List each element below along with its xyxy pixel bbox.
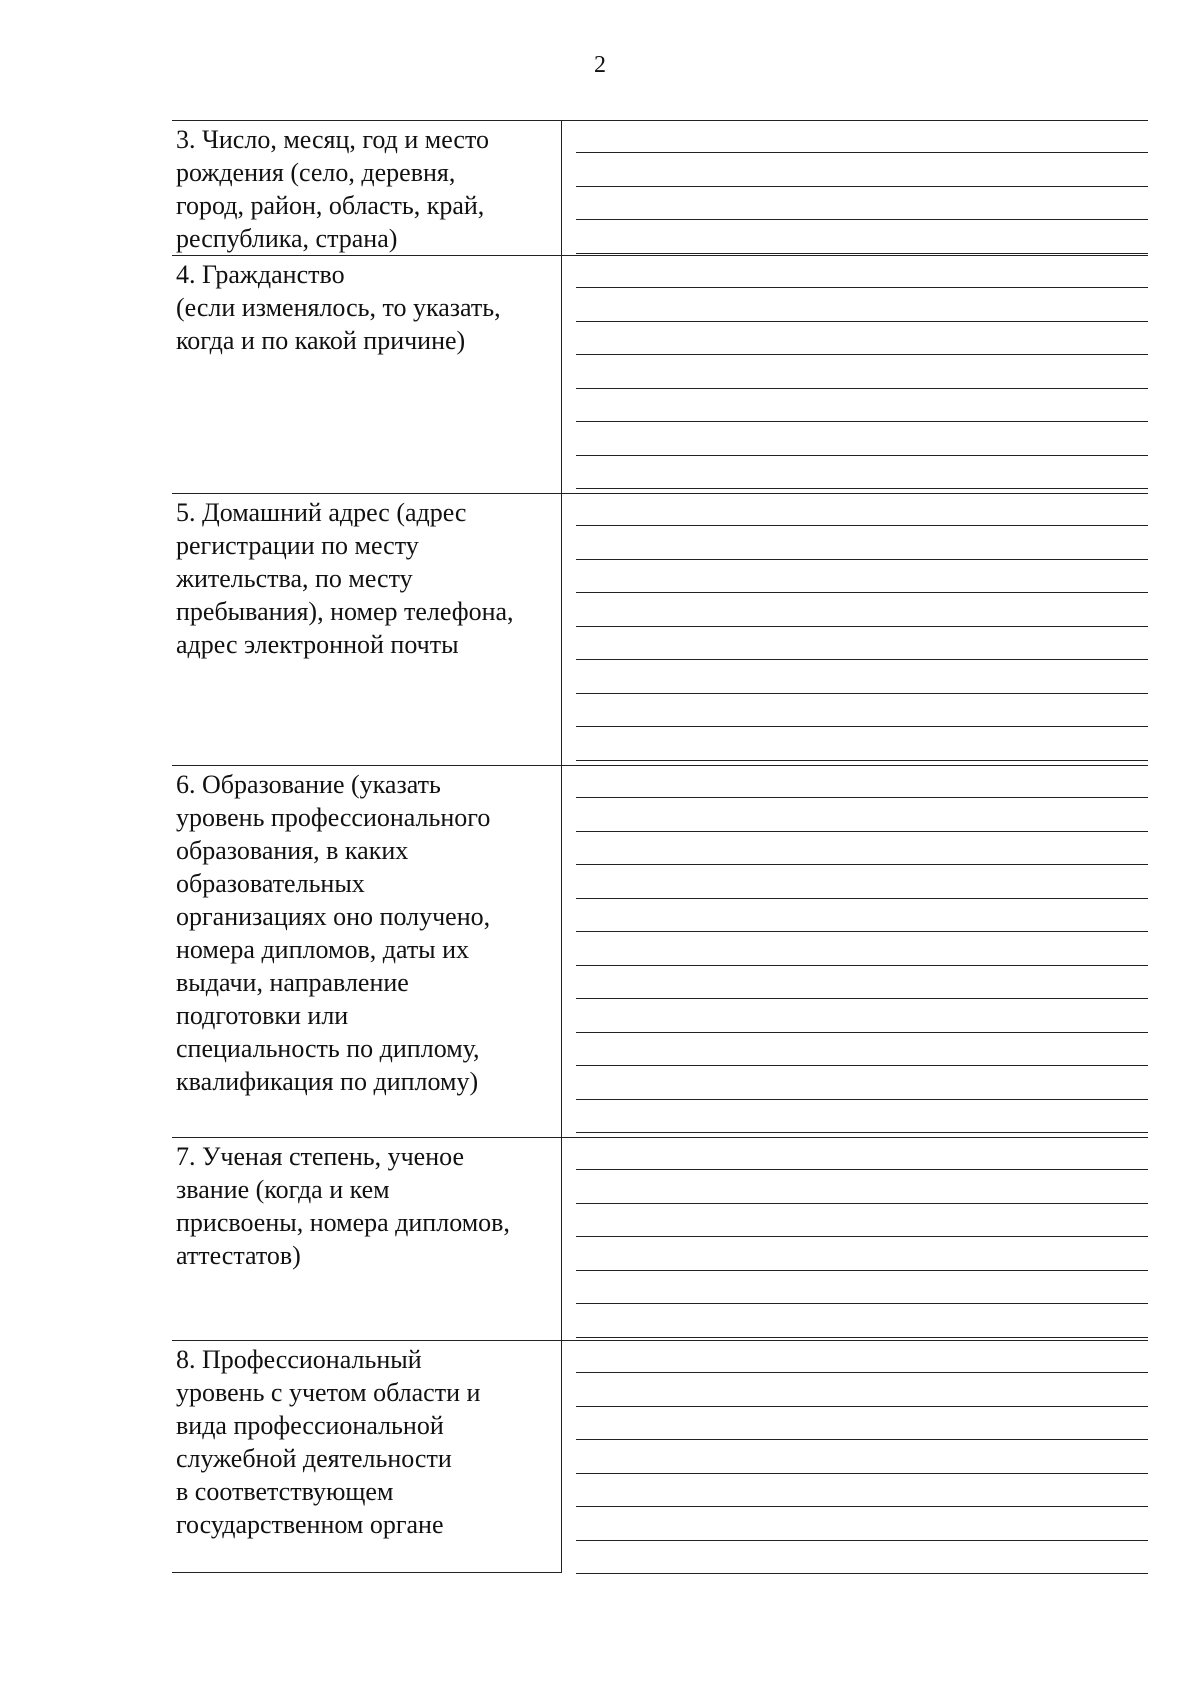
answer-field[interactable] [562,1340,1148,1573]
answer-line[interactable] [576,253,1148,254]
answer-line[interactable] [576,831,1148,832]
answer-line[interactable] [576,931,1148,932]
answer-line[interactable] [576,898,1148,899]
answer-line[interactable] [576,659,1148,660]
answer-field[interactable] [562,255,1148,493]
answer-line[interactable] [576,488,1148,489]
row-divider [562,1340,1148,1341]
answer-line[interactable] [576,1573,1148,1574]
answer-field[interactable] [562,493,1148,765]
form-row [172,765,1148,1137]
answer-line[interactable] [576,1032,1148,1033]
answer-line[interactable] [576,1303,1148,1304]
answer-line[interactable] [576,626,1148,627]
answer-line[interactable] [576,186,1148,187]
answer-line[interactable] [576,1132,1148,1133]
answer-line[interactable] [576,1506,1148,1507]
answer-line[interactable] [576,559,1148,560]
answer-line[interactable] [576,998,1148,999]
answer-line[interactable] [576,1372,1148,1373]
questionnaire-table [172,120,1148,1573]
page-number: 2 [594,52,606,78]
answer-line[interactable] [576,1236,1148,1237]
answer-line[interactable] [576,797,1148,798]
row-divider [562,765,1148,766]
question-label: 3. Число, месяц, год и место рождения (село, деревня, город, район, область, край, республика, страна) [172,120,562,255]
answer-line[interactable] [576,1099,1148,1100]
answer-line[interactable] [576,354,1148,355]
answer-line[interactable] [576,219,1148,220]
answer-line[interactable] [576,321,1148,322]
answer-line[interactable] [576,726,1148,727]
answer-line[interactable] [576,864,1148,865]
answer-line[interactable] [576,1406,1148,1407]
answer-line[interactable] [576,965,1148,966]
answer-line[interactable] [576,693,1148,694]
answer-line[interactable] [576,1473,1148,1474]
answer-line[interactable] [576,388,1148,389]
answer-line[interactable] [576,1337,1148,1338]
row-divider [562,120,1148,121]
answer-field[interactable] [562,1137,1148,1340]
form-row [172,1340,1148,1573]
form-row [172,255,1148,493]
answer-line[interactable] [576,1203,1148,1204]
form-row [172,120,1148,255]
answer-line[interactable] [576,287,1148,288]
question-label: 8. Профессиональный уровень с учетом области и вида профессиональной служебной деятельности в соответствующем государственном органе [172,1340,562,1573]
answer-line[interactable] [576,592,1148,593]
answer-line[interactable] [576,1270,1148,1271]
answer-line[interactable] [576,525,1148,526]
answer-line[interactable] [576,455,1148,456]
answer-field[interactable] [562,120,1148,255]
answer-line[interactable] [576,1065,1148,1066]
row-divider [562,255,1148,256]
answer-line[interactable] [576,1540,1148,1541]
question-label: 4. Гражданство (если изменялось, то указать, когда и по какой причине) [172,255,562,493]
answer-field[interactable] [562,765,1148,1137]
row-divider [562,493,1148,494]
answer-line[interactable] [576,1169,1148,1170]
question-label: 5. Домашний адрес (адрес регистрации по месту жительства, по месту пребывания), номер телефона, адрес электронной почты [172,493,562,765]
answer-line[interactable] [576,152,1148,153]
answer-line[interactable] [576,421,1148,422]
form-row [172,1137,1148,1340]
question-label: 7. Ученая степень, ученое звание (когда и кем присвоены, номера дипломов, аттестатов) [172,1137,562,1340]
form-row [172,493,1148,765]
answer-line[interactable] [576,1439,1148,1440]
question-label: 6. Образование (указать уровень профессионального образования, в каких образовательных организациях оно получено, номера дипломов, даты их выдачи, направление подготовки или специальность по диплому, квалификация по диплому) [172,765,562,1137]
answer-line[interactable] [576,760,1148,761]
row-divider [562,1137,1148,1138]
